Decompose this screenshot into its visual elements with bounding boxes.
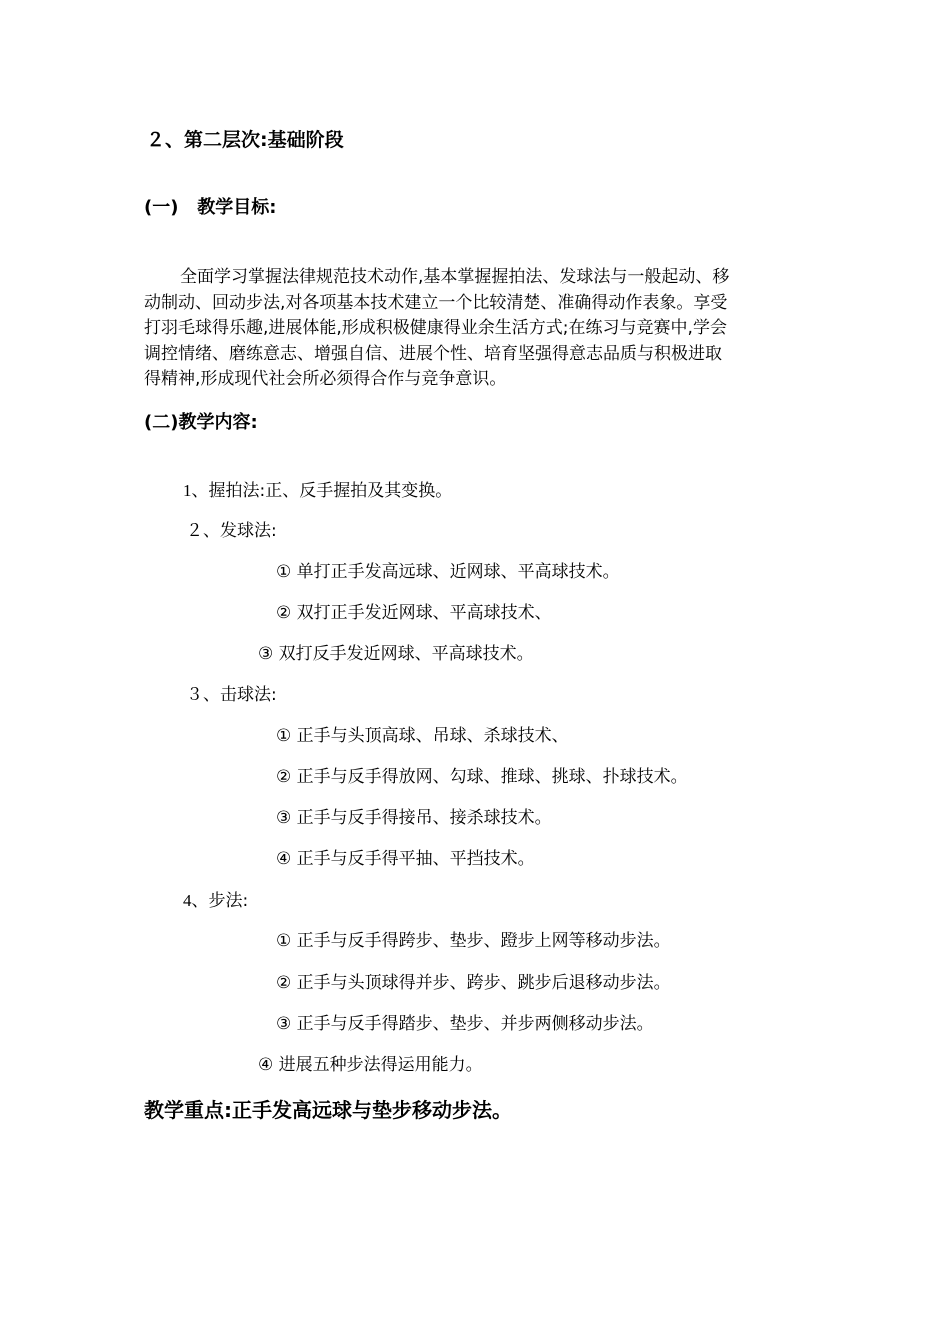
paragraph-line: 动制动、回动步法,对各项基本技术建立一个比较清楚、准确得动作表象。享受 xyxy=(144,292,728,313)
content-heading: (二)教学内容: xyxy=(144,412,258,433)
stroke-item: ② 正手与反手得放网、勾球、推球、挑球、扑球技术。 xyxy=(276,767,688,787)
grip-text: 、握拍法:正、反手握拍及其变换。 xyxy=(191,481,453,501)
footwork-item: ③ 正手与反手得踏步、垫步、并步两侧移动步法。 xyxy=(276,1014,654,1034)
serve-item: ① 单打正手发高远球、近网球、平高球技术。 xyxy=(276,562,620,582)
paragraph-line: 打羽毛球得乐趣,进展体能,形成积极健康得业余生活方式;在练习与竞赛中,学会 xyxy=(144,318,727,338)
stroke-title: ３、击球法: xyxy=(186,685,277,705)
stroke-item: ① 正手与头顶高球、吊球、杀球技术、 xyxy=(276,726,569,746)
grip-number: 1 xyxy=(183,481,192,500)
stroke-item: ④ 正手与反手得平抽、平挡技术。 xyxy=(276,849,535,869)
grip-item xyxy=(183,482,452,500)
serve-item: ③ 双打反手发近网球、平高球技术。 xyxy=(258,644,534,664)
footwork-item: ④ 进展五种步法得运用能力。 xyxy=(258,1055,483,1075)
footwork-title xyxy=(183,892,248,910)
footwork-item: ② 正手与头顶球得并步、跨步、跳步后退移动步法。 xyxy=(276,973,671,993)
paragraph-line: 全面学习掌握法律规范技术动作,基本掌握握拍法、发球法与一般起动、移 xyxy=(180,267,730,287)
stroke-item: ③ 正手与反手得接吊、接杀球技术。 xyxy=(276,808,552,828)
paragraph-line: 调控情绪、磨练意志、增强自信、进展个性、培育坚强得意志品质与积极进取 xyxy=(144,343,722,364)
key-point: 教学重点:正手发高远球与垫步移动步法。 xyxy=(144,1098,512,1122)
section-title: ２、第二层次:基础阶段 xyxy=(146,129,344,151)
objectives-paragraph xyxy=(144,265,809,393)
footwork-text: 、步法: xyxy=(191,891,249,911)
serve-item: ② 双打正手发近网球、平高球技术、 xyxy=(276,603,552,623)
objectives-heading: (一) 教学目标: xyxy=(144,197,277,218)
footwork-number: 4 xyxy=(183,891,192,910)
footwork-item: ① 正手与反手得跨步、垫步、蹬步上网等移动步法。 xyxy=(276,931,671,951)
paragraph-line: 得精神,形成现代社会所必须得合作与竞争意识。 xyxy=(144,369,507,389)
serve-title: ２、发球法: xyxy=(186,521,277,541)
